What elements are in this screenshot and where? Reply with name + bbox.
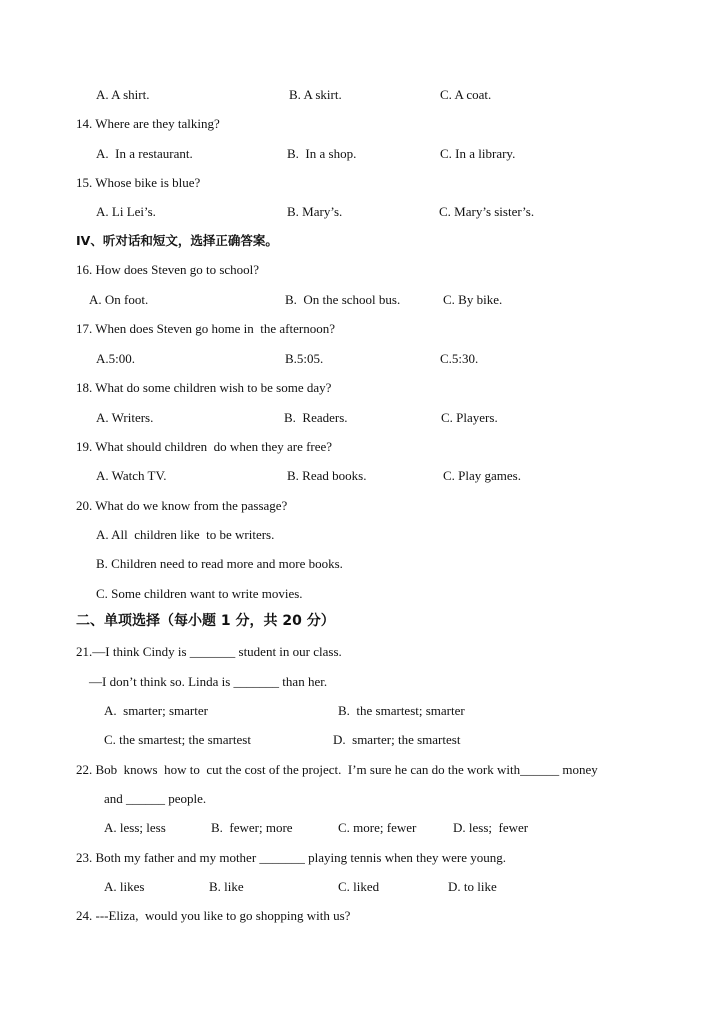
q22-question: 22. Bob knows how to cut the cost of the project. I’m sure he can do the work with______ money <box>76 762 598 777</box>
q19-question: 19. What should children do when they are free? <box>76 439 333 454</box>
q21-response: —I don’t think so. Linda is _______ than her. <box>89 674 328 689</box>
q21-option-c: C. the smartest; the smartest <box>104 732 251 747</box>
q16-option-b: B. On the school bus. <box>285 292 401 307</box>
q18-option-b: B. Readers. <box>284 410 348 425</box>
q22-option-a: A. less; less <box>104 820 166 835</box>
q14-option-b: B. In a shop. <box>287 146 357 161</box>
q21-option-b: B. the smartest; smarter <box>338 703 465 718</box>
q13-option-a: A. A shirt. <box>96 87 150 102</box>
q23-question: 23. Both my father and my mother _______ playing tennis when they were young. <box>76 850 507 865</box>
q15-option-b: B. Mary’s. <box>287 204 343 219</box>
q15-option-a: A. Li Lei’s. <box>96 204 156 219</box>
q14-option-c: C. In a library. <box>440 146 516 161</box>
q15-option-c: C. Mary’s sister’s. <box>439 204 535 219</box>
q20-option-c: C. Some children want to write movies. <box>96 586 303 601</box>
q20-option-b: B. Children need to read more and more books. <box>96 556 343 571</box>
q15-question: 15. Whose bike is blue? <box>76 175 201 190</box>
q19-option-c: C. Play games. <box>443 468 521 483</box>
q22-option-c: C. more; fewer <box>338 820 417 835</box>
q13-option-c: C. A coat. <box>440 87 492 102</box>
q22-option-d: D. less; fewer <box>453 820 529 835</box>
q21-question: 21.—I think Cindy is _______ student in our class. <box>76 644 342 659</box>
q13-option-b: B. A skirt. <box>289 87 342 102</box>
q14-option-a: A. In a restaurant. <box>96 146 193 161</box>
q20-question: 20. What do we know from the passage? <box>76 498 288 513</box>
q22-option-b: B. fewer; more <box>211 820 293 835</box>
q20-option-a: A. All children like to be writers. <box>96 527 275 542</box>
q23-option-a: A. likes <box>104 879 145 894</box>
q17-option-a: A.5:00. <box>96 351 135 366</box>
q18-option-a: A. Writers. <box>96 410 154 425</box>
q23-option-b: B. like <box>209 879 244 894</box>
q16-question: 16. How does Steven go to school? <box>76 262 260 277</box>
q17-option-c: C.5:30. <box>440 351 479 366</box>
q23-option-d: D. to like <box>448 879 497 894</box>
q16-option-a: A. On foot. <box>89 292 149 307</box>
q19-option-a: A. Watch TV. <box>96 468 167 483</box>
q18-option-c: C. Players. <box>441 410 498 425</box>
q17-option-b: B.5:05. <box>285 351 324 366</box>
q21-option-d: D. smarter; the smartest <box>333 732 461 747</box>
q24-question: 24. ---Eliza, would you like to go shopping with us? <box>76 908 351 923</box>
q21-option-a: A. smarter; smarter <box>104 703 208 718</box>
section-iv-heading: IV、听对话和短文，选择正确答案。 <box>76 233 278 248</box>
q17-question: 17. When does Steven go home in the afternoon? <box>76 321 335 336</box>
q19-option-b: B. Read books. <box>287 468 367 483</box>
q14-question: 14. Where are they talking? <box>76 116 220 131</box>
q22-question-cont: and ______ people. <box>104 791 207 806</box>
q18-question: 18. What do some children wish to be some day? <box>76 380 332 395</box>
q23-option-c: C. liked <box>338 879 380 894</box>
q16-option-c: C. By bike. <box>443 292 503 307</box>
section-2-heading: 二、单项选择（每小题 1 分，共 20 分） <box>76 613 335 629</box>
